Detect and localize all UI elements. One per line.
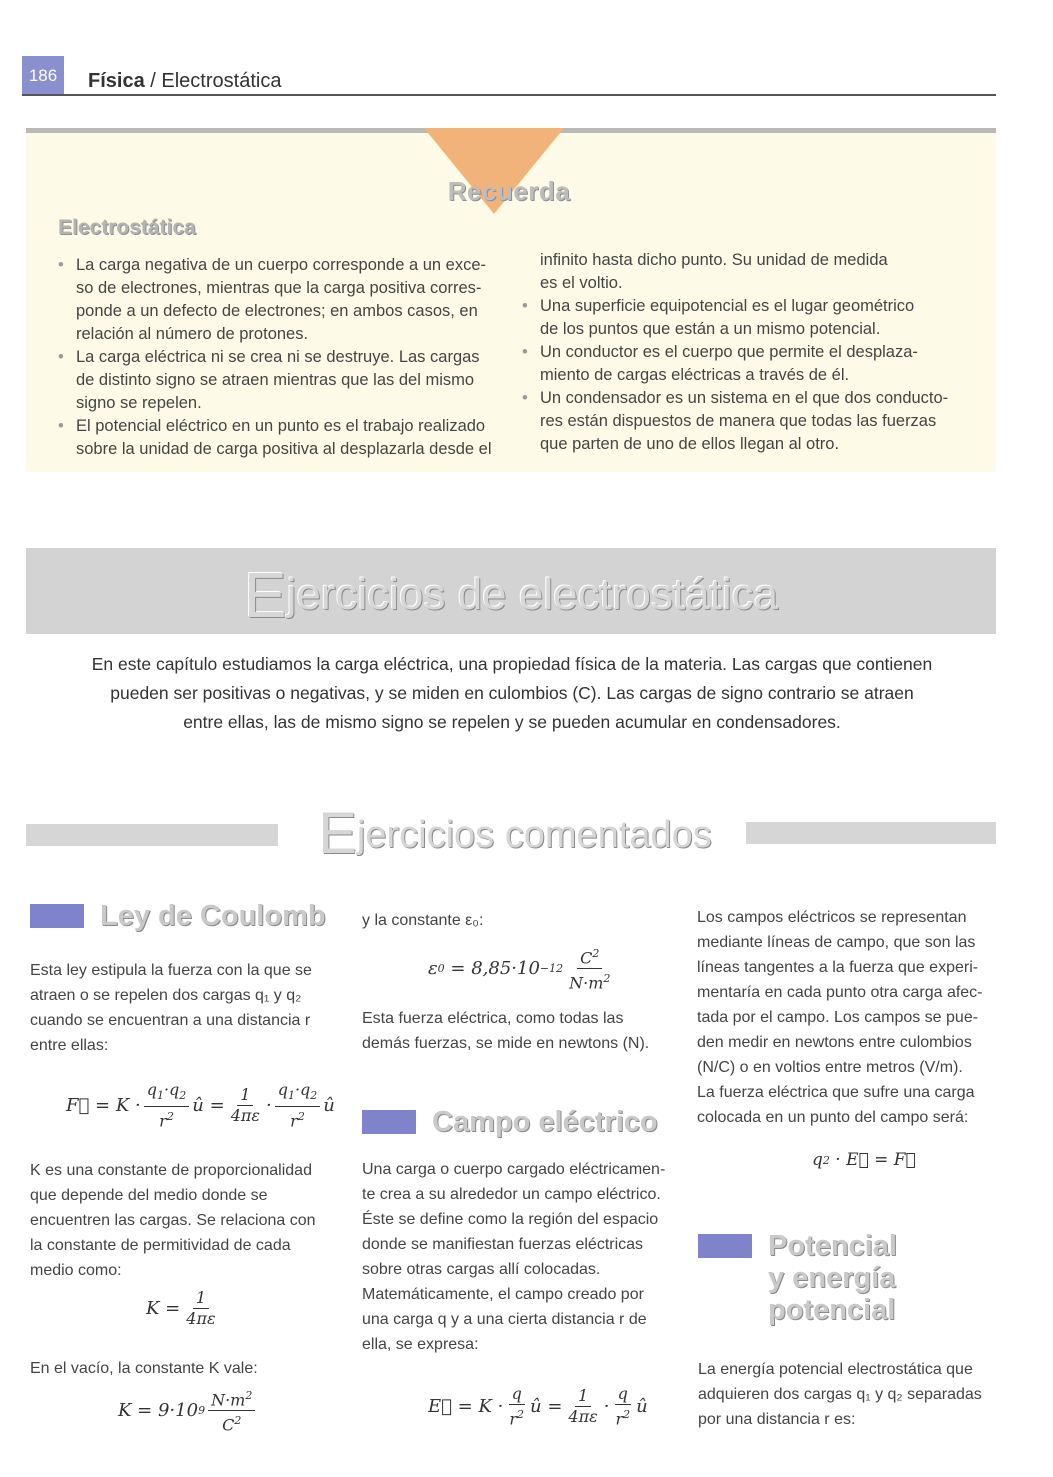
text-line: tada por el campo. Los campos se pue- [697, 1009, 979, 1026]
section-title-initial: E [318, 801, 357, 866]
section-title [300, 800, 730, 867]
running-head [88, 70, 281, 93]
text-line: (N/C) o en voltios entre metros (V/m). [697, 1059, 963, 1076]
paragraph [30, 958, 330, 1058]
recuerda-line: signo se repelen. [76, 394, 202, 412]
running-head-chapter: Electrostática [161, 70, 282, 92]
paragraph [697, 905, 1007, 1130]
recuerda-line: infinito hasta dicho punto. Su unidad de medida [540, 251, 888, 269]
recuerda-line: so de electrones, mientras que la carga positiva corres- [76, 279, 482, 297]
intro-line: entre ellas, las de mismo signo se repelen y se pueden acumular en condensadores. [183, 712, 841, 732]
recuerda-line: • Una superficie equipotencial es el lugar geométrico [522, 295, 972, 318]
heading-line: y energía [768, 1262, 896, 1294]
text-line: K es una constante de proporcionalidad [30, 1162, 312, 1179]
recuerda-list-left [58, 254, 498, 461]
recuerda-line: • El potencial eléctrico en un punto es el trabajo realizado [58, 415, 498, 438]
text-line: mentaría en cada punto otra carga afec- [697, 984, 983, 1001]
equation-force-field: q 2 · E⃗ = F⃗ [812, 1150, 916, 1170]
recuerda-line: • Un condensador es un sistema en el que dos conducto- [522, 387, 972, 410]
heading-marker [30, 904, 84, 928]
paragraph [30, 1356, 340, 1381]
text-line: líneas tangentes a la fuerza que experi- [697, 959, 979, 976]
text-line: Éste se define como la región del espacio [362, 1211, 659, 1228]
chapter-title-initial: E [243, 559, 287, 631]
equation-coulomb-law: F⃗ = K · $\frac{q_1\cdot q_2}{r^2}$ û = $\frac{1}{4\pi\varepsilon}$ · $\frac{q_1\cdot q_2}{r^2}$ û [66, 1080, 335, 1131]
page-number: 186 [22, 56, 64, 96]
recuerda-line: • La carga negativa de un cuerpo corresponde a un exce- [58, 254, 498, 277]
recuerda-line: ponde a un defecto de electrones; en ambos casos, en [76, 302, 478, 320]
intro-line: En este capítulo estudiamos la carga eléctrica, una propiedad física de la materia. Las cargas que contienen [91, 654, 933, 674]
section-rule-left [26, 824, 278, 846]
text-line: atraen o se repelen dos cargas q₁ y q₂ [30, 987, 302, 1004]
text-line: medio como: [30, 1262, 122, 1279]
recuerda-title: Recuerda [447, 176, 571, 206]
section-title-rest: jercicios comentados [356, 814, 712, 856]
running-head-separator: / [150, 70, 156, 92]
intro-line: pueden ser positivas o negativas, y se miden en culombios (C). Las cargas de signo contrario se atraen [110, 683, 914, 703]
recuerda-subtitle: Electrostática [58, 216, 196, 239]
paragraph [362, 1157, 672, 1357]
heading-ley-coulomb: Ley de Coulomb [100, 900, 326, 932]
text-line: sobre otras cargas allí colocadas. [362, 1261, 601, 1278]
text-line: demás fuerzas, se mide en newtons (N). [362, 1035, 650, 1052]
section-rule-right [746, 822, 996, 844]
text-line: Los campos eléctricos se representan [697, 909, 967, 926]
text-line: den medir en newtons entre culombios [697, 1034, 972, 1051]
text-line: por una distancia r es: [698, 1411, 856, 1428]
text-line: adquieren dos cargas q₁ y q₂ separadas [698, 1386, 982, 1403]
recuerda-line: miento de cargas eléctricas a través de él. [540, 366, 850, 384]
recuerda-line: que parten de uno de ellos llegan al otro. [540, 435, 840, 453]
recuerda-line: es el voltio. [540, 274, 623, 292]
chapter-intro [72, 650, 952, 737]
equation-k-definition: K = $\frac{1}{4\pi\varepsilon}$ [146, 1288, 216, 1328]
text-line: cuando se encuentran a una distancia r [30, 1012, 311, 1029]
recuerda-line: de distinto signo se atraen mientras que las del mismo [76, 371, 475, 389]
text-line: Matemáticamente, el campo creado por [362, 1286, 644, 1303]
heading-marker [698, 1234, 752, 1258]
heading-potencial [768, 1230, 897, 1326]
text-line: La fuerza eléctrica que sufre una carga [697, 1084, 975, 1101]
text-line: la constante de permitividad de cada [30, 1237, 291, 1254]
text-line: mediante líneas de campo, que son las [697, 934, 976, 951]
heading-marker [362, 1110, 416, 1134]
paragraph [362, 1006, 672, 1056]
equation-electric-field: E⃗ = K · $\frac{q}{r^2}$ û = $\frac{1}{4\pi\varepsilon}$ · $\frac{q}{r^2}$ û [428, 1384, 648, 1429]
text-line: entre ellas: [30, 1037, 109, 1054]
text-line: donde se manifiestan fuerzas eléctricas [362, 1236, 644, 1253]
text-line: encuentren las cargas. Se relaciona con [30, 1212, 316, 1229]
heading-campo-electrico: Campo eléctrico [432, 1106, 658, 1138]
chapter-title-rest: jercicios de electrostática [286, 570, 779, 619]
text-line: En el vacío, la constante K vale: [30, 1360, 258, 1377]
heading-line: potencial [768, 1294, 896, 1326]
running-head-subject: Física [88, 70, 145, 92]
equation-k-vacuum: K = 9·10 9 $\frac{N\cdot m^2}{C^2}$ [118, 1386, 258, 1436]
heading-line: Potencial [768, 1230, 897, 1262]
header-rule [22, 94, 996, 96]
paragraph: y la constante ε₀: [362, 912, 484, 929]
recuerda-line: de los puntos que están a un mismo potencial. [540, 320, 881, 338]
recuerda-line: res están dispuestos de manera que todas las fuerzas [540, 412, 937, 430]
text-line: Esta ley estipula la fuerza con la que se [30, 962, 312, 979]
paragraph [30, 1158, 340, 1283]
paragraph [698, 1357, 1018, 1432]
text-line: Una carga o cuerpo cargado eléctricamen- [362, 1161, 666, 1178]
text-line: La energía potencial electrostática que [698, 1361, 973, 1378]
text-line: te crea a su alrededor un campo eléctrico. [362, 1186, 661, 1203]
text-line: una carga q y a una cierta distancia r de [362, 1311, 647, 1328]
recuerda-line: • La carga eléctrica ni se crea ni se destruye. Las cargas [58, 346, 498, 369]
recuerda-line: relación al número de protones. [76, 325, 309, 343]
recuerda-line: sobre la unidad de carga positiva al desplazarla desde el [76, 440, 492, 458]
recuerda-list-right [522, 249, 972, 456]
text-line: Esta fuerza eléctrica, como todas las [362, 1010, 624, 1027]
recuerda-line: • Un conductor es el cuerpo que permite el desplaza- [522, 341, 972, 364]
equation-epsilon-zero: ε 0 = 8,85·10 −12 $\frac{C^2}{N\cdot m^2}$ [428, 944, 616, 994]
text-line: ella, se expresa: [362, 1336, 479, 1353]
chapter-title [26, 558, 996, 632]
text-line: colocada en un punto del campo será: [697, 1109, 969, 1126]
text-line: que depende del medio donde se [30, 1187, 268, 1204]
